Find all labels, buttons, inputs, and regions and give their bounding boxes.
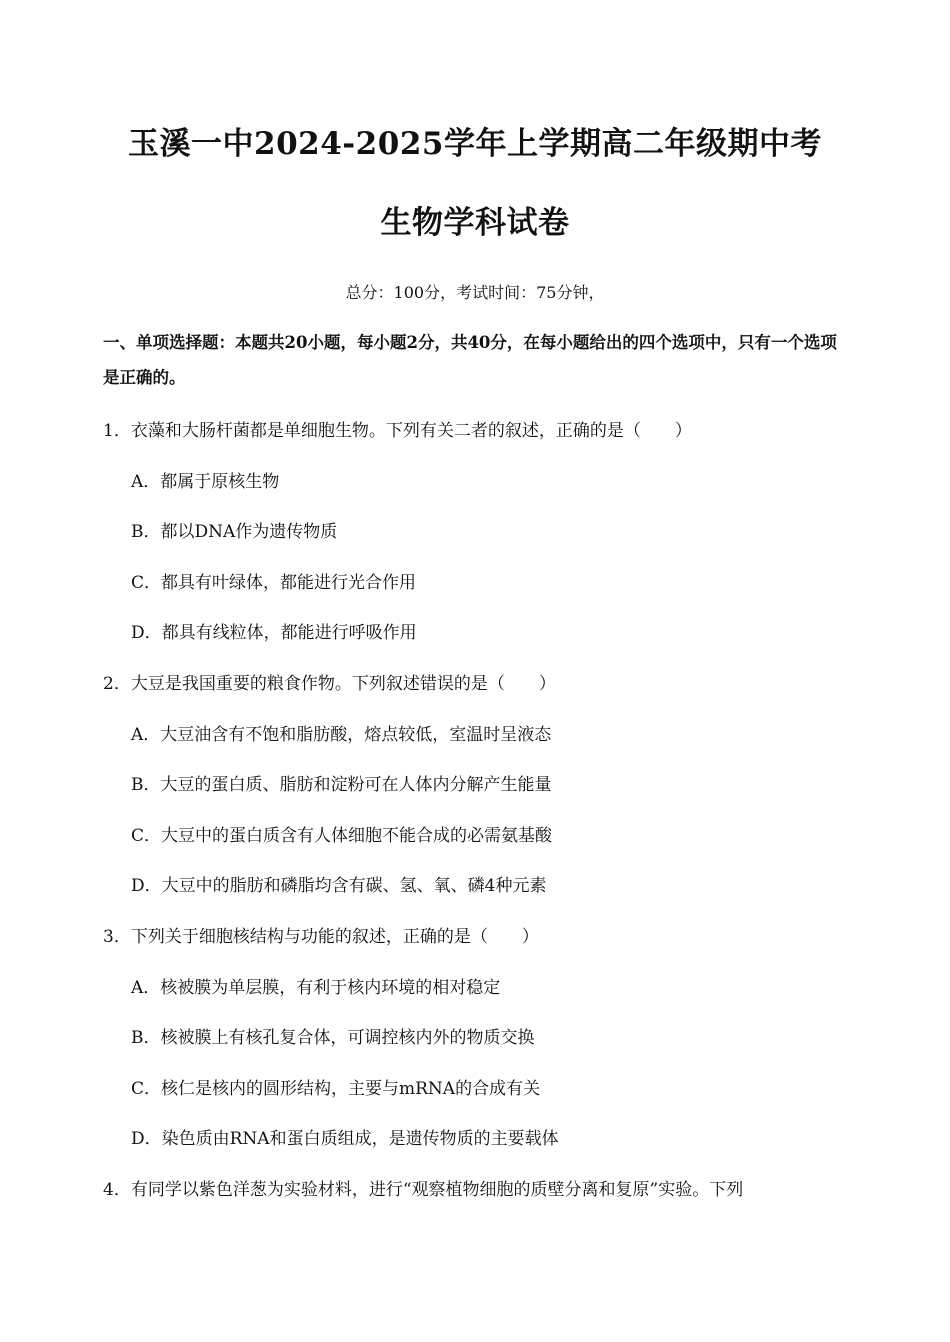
question-stem-2: 2．大豆是我国重要的粮食作物。下列叙述错误的是（ ） [103,674,556,694]
section-heading: 一、单项选择题：本题共20小题，每小题2分，共40分，在每小题给出的四个选项中，只有一个选项是正确的。 [103,333,837,387]
exam-title-line-2: 生物学科试卷 [380,205,570,241]
question-3-option-c: C．核仁是核内的圆形结构，主要与mRNA的合成有关 [131,1079,541,1099]
question-1-option-b: B．都以DNA作为遗传物质 [131,522,338,542]
question-3-option-b: B．核被膜上有核孔复合体，可调控核内外的物质交换 [131,1028,535,1048]
exam-meta-info: 总分：100分，考试时间：75分钟， [345,283,605,302]
exam-title-line-1: 玉溪一中2024-2025学年上学期高二年级期中考 [128,126,822,162]
question-stem-1: 1．衣藻和大肠杆菌都是单细胞生物。下列有关二者的叙述，正确的是（ ） [103,421,692,441]
question-2-option-c: C．大豆中的蛋白质含有人体细胞不能合成的必需氨基酸 [131,826,553,846]
question-1-option-a: A．都属于原核生物 [131,472,280,492]
question-stem-4: 4．有同学以紫色洋葱为实验材料，进行“观察植物细胞的质壁分离和复原”实验。下列 [103,1180,744,1200]
question-1-option-d: D．都具有线粒体，都能进行呼吸作用 [131,623,417,643]
question-2-option-b: B．大豆的蛋白质、脂肪和淀粉可在人体内分解产生能量 [131,775,552,795]
question-2-option-a: A．大豆油含有不饱和脂肪酸，熔点较低，室温时呈液态 [131,725,552,745]
question-1-option-c: C．都具有叶绿体，都能进行光合作用 [131,573,417,593]
question-3-option-a: A．核被膜为单层膜，有利于核内环境的相对稳定 [131,978,501,998]
question-3-option-d: D．染色质由RNA和蛋白质组成，是遗传物质的主要载体 [131,1129,559,1149]
question-stem-3: 3．下列关于细胞核结构与功能的叙述，正确的是（ ） [103,927,539,947]
question-2-option-d: D．大豆中的脂肪和磷脂均含有碳、氢、氧、磷4种元素 [131,876,547,896]
